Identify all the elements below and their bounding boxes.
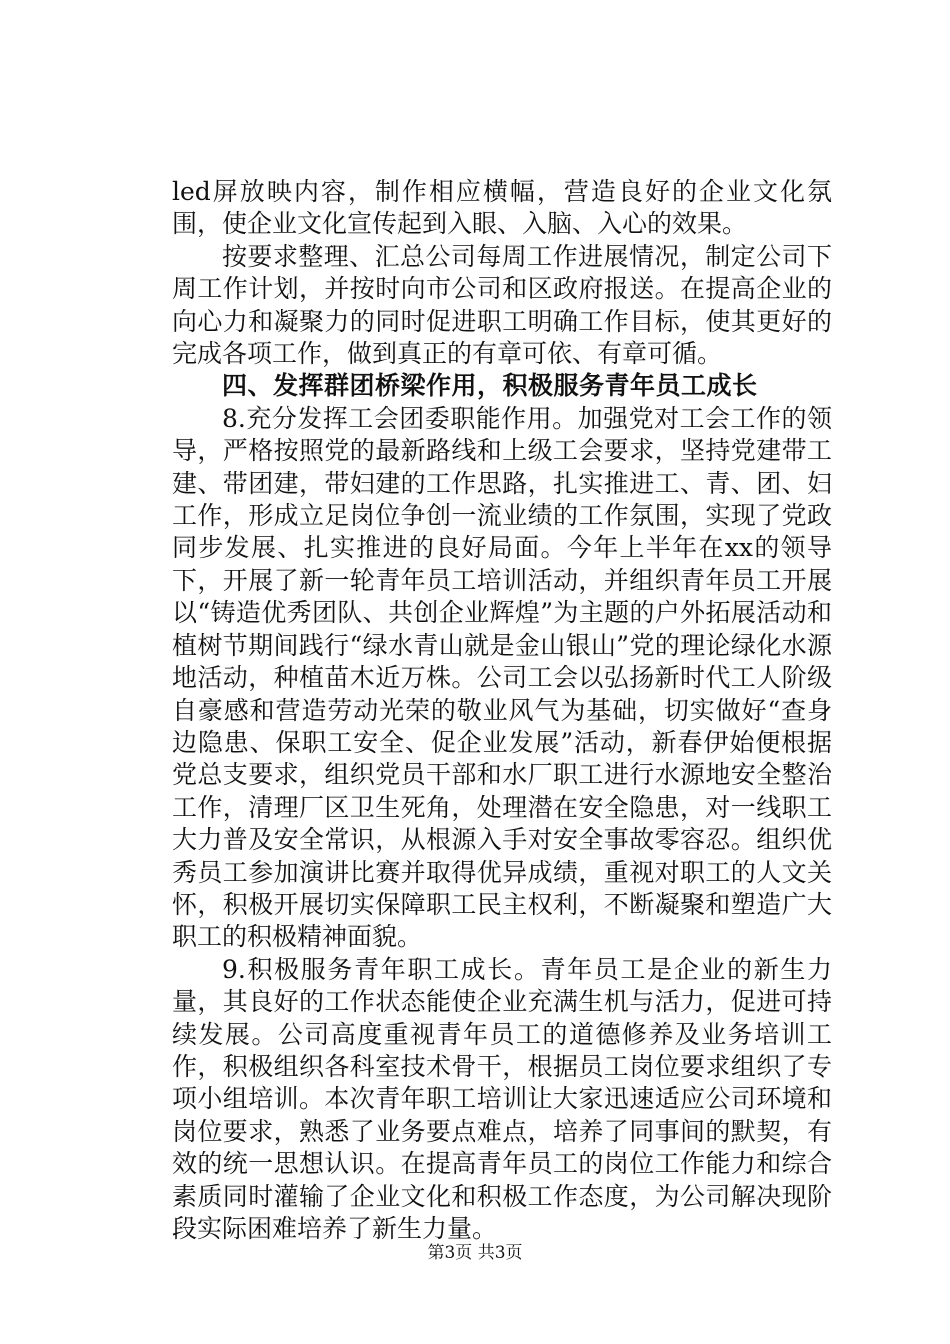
page-number-footer: 第3页 共3页 — [427, 1243, 523, 1263]
document-body — [172, 176, 832, 1245]
paragraph-weekly-report: 按要求整理、汇总公司每周工作进展情况，制定公司下周工作计划，并按时向市公司和区政府报送。在提高企业的向心力和凝聚力的同时促进职工明确工作目标，使其更好的完成各项工作，做到真正的有章可依、有章可循。 — [172, 241, 832, 369]
paragraph-youth-growth: 9.积极服务青年职工成长。青年员工是企业的新生力量，其良好的工作状态能使企业充满生机与活力，促进可持续发展。公司高度重视青年员工的道德修养及业务培训工作，积极组织各科室技术骨干，根据员工岗位要求组织了专项小组培训。本次青年职工培训让大家迅速适应公司环境和岗位要求，熟悉了业务要点难点，培养了同事间的默契，有效的统一思想认识。在提高青年员工的岗位工作能力和综合素质同时灌输了企业文化和积极工作态度，为公司解决现阶段实际困难培养了新生力量。 — [172, 954, 832, 1243]
paragraph-union-role: 8.充分发挥工会团委职能作用。加强党对工会工作的领导，严格按照党的最新路线和上级工会要求，坚持党建带工建、带团建，带妇建的工作思路，扎实推进工、青、团、妇工作，形成立足岗位争创一流业绩的工作氛围，实现了党政同步发展、扎实推进的良好局面。今年上半年在xx的领导下，开展了新一轮青年员工培训活动，并组织青年员工开展以“铸造优秀团队、共创企业辉煌”为主题的户外拓展活动和植树节期间践行“绿水青山就是金山银山”党的理论绿化水源地活动，种植苗木近万株。公司工会以弘扬新时代工人阶级自豪感和营造劳动光荣的敬业风气为基础，切实做好“查身边隐患、保职工安全、促企业发展”活动，新春伊始便根据党总支要求，组织党员干部和水厂职工进行水源地安全整治工作，清理厂区卫生死角，处理潜在安全隐患，对一线职工大力普及安全常识，从根源入手对安全事故零容忍。组织优秀员工参加演讲比赛并取得优异成绩，重视对职工的人文关怀，积极开展切实保障职工民主权利，不断凝聚和塑造广大职工的积极精神面貌。 — [172, 403, 832, 952]
section-heading-four: 四、发挥群团桥梁作用，积极服务青年员工成长 — [222, 371, 758, 401]
paragraph-led-screen: led屏放映内容，制作相应横幅，营造良好的企业文化氛围，使企业文化宣传起到入眼、入脑、入心的效果。 — [172, 177, 832, 239]
